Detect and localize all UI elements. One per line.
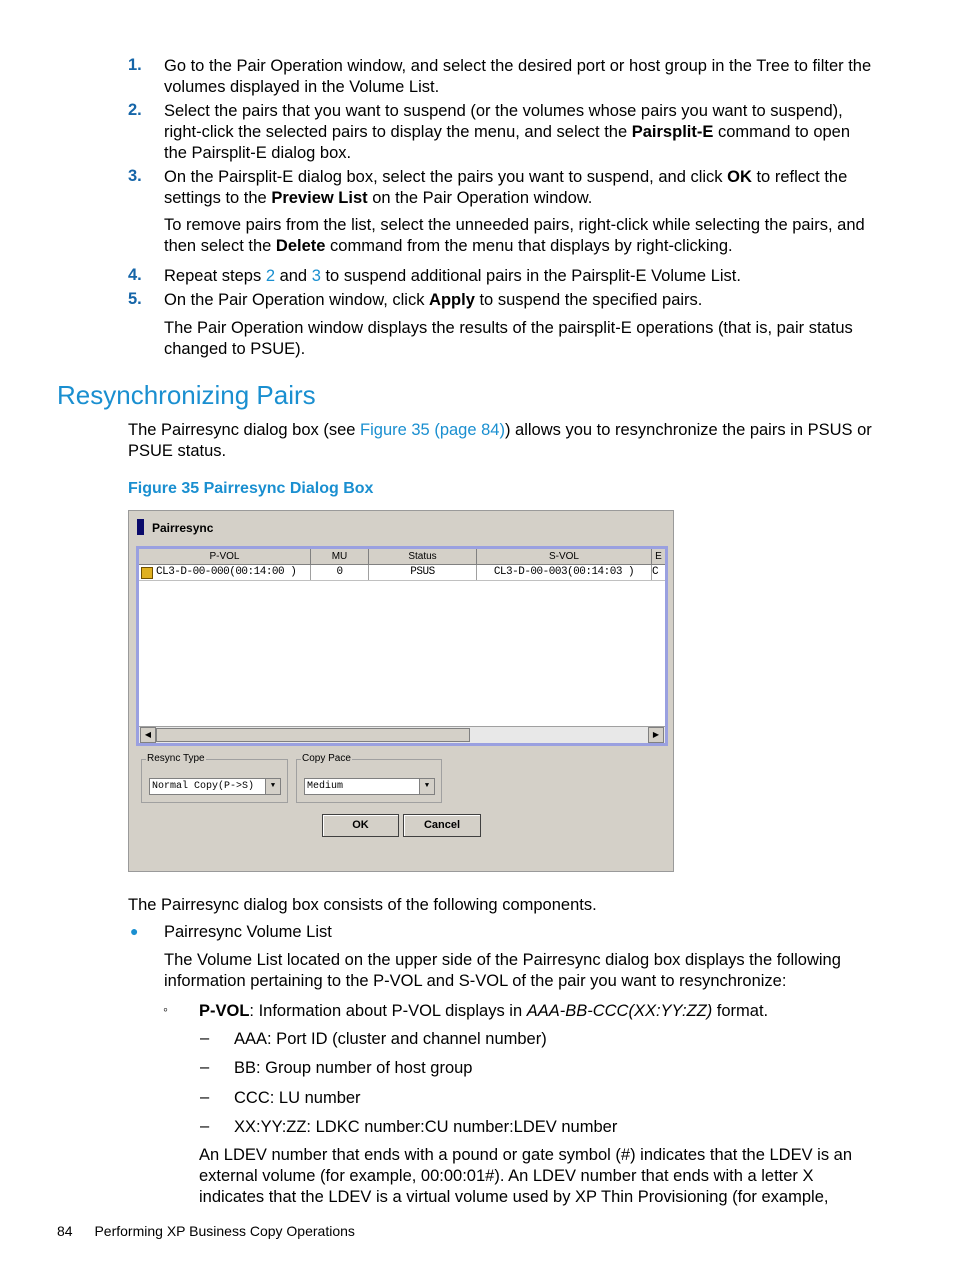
- scroll-left-icon[interactable]: ◀: [140, 727, 156, 743]
- step-2-text: Select the pairs that you want to suspend (or the volumes whose pairs you want to suspend), right-click the selected pairs to display the menu, and select the Pairsplit-E command to open the Pairsplit-E dialog box.: [164, 102, 851, 162]
- components-intro: The Pairresync dialog box consists of the following components.: [128, 896, 597, 914]
- step-3-note: To remove pairs from the list, select the unneeded pairs, right-click while selecting the pairs, and then select the Delete command from the menu that displays by right-clicking.: [164, 216, 865, 255]
- figure-link[interactable]: Figure 35 (page 84): [360, 421, 505, 439]
- step-5-note: The Pair Operation window displays the results of the pairsplit-E operations (that is, pair status changed to PSUE).: [164, 319, 853, 358]
- dash-icon: –: [200, 1029, 210, 1047]
- footer-title: Performing XP Business Copy Operations: [94, 1223, 355, 1239]
- scroll-right-icon[interactable]: ▶: [648, 727, 664, 743]
- title-bar-icon: [137, 519, 144, 535]
- dash-icon: –: [200, 1117, 210, 1135]
- step-number: 1.: [128, 56, 142, 74]
- step-number: 5.: [128, 290, 142, 308]
- volume-list-table[interactable]: [136, 546, 668, 746]
- volume-list-description: The Volume List located on the upper side of the Pairresync dialog box displays the following information pertaining to the P-VOL and S-VOL of the pair you want to resynchronize:: [164, 951, 841, 990]
- mu-cell: 0: [311, 565, 369, 580]
- table-header: [139, 549, 665, 565]
- page-number: 84: [57, 1223, 73, 1239]
- dash-icon: –: [200, 1058, 210, 1076]
- resync-type-label: Resync Type: [147, 753, 205, 764]
- pvol-description: P-VOL: Information about P-VOL displays in AAA-BB-CCC(XX:YY:ZZ) format.: [199, 1002, 769, 1020]
- ldev-note: An LDEV number that ends with a pound or gate symbol (#) indicates that the LDEV is an external volume (for example, 00:00:01#). An LDEV number that ends with a letter X indicates that the LDEV is a virtual volume used by XP Thin Provisioning (for example,: [199, 1146, 853, 1206]
- svol-cell: CL3-D-00-003(00:14:03 ): [477, 565, 652, 580]
- chevron-down-icon[interactable]: ▼: [265, 779, 280, 794]
- step-number: 3.: [128, 167, 142, 185]
- bullet-icon: ●: [130, 923, 139, 939]
- step-5-text: On the Pair Operation window, click Apply to suspend the specified pairs.: [164, 291, 703, 309]
- page-footer: [57, 1223, 355, 1239]
- command-name: Pairsplit-E: [631, 123, 714, 141]
- step-3-text: On the Pairsplit-E dialog box, select the pairs you want to suspend, and click OK to reflect the settings to the Preview List on the Pair Operation window.: [164, 168, 848, 207]
- column-header-status[interactable]: Status: [369, 549, 477, 564]
- pair-icon: [141, 567, 153, 579]
- copy-pace-group: [296, 753, 442, 803]
- ok-button[interactable]: OK: [322, 814, 399, 837]
- cancel-button[interactable]: Cancel: [403, 814, 481, 837]
- circle-bullet-icon: ◦: [163, 1001, 168, 1017]
- dash-item: XX:YY:ZZ: LDKC number:CU number:LDEV number: [234, 1118, 618, 1136]
- step-link-3[interactable]: 3: [311, 267, 321, 285]
- resync-type-select[interactable]: Normal Copy(P->S) ▼: [149, 778, 281, 795]
- figure-caption: Figure 35 Pairresync Dialog Box: [128, 480, 374, 497]
- pairresync-dialog: Pairresync P-VOL MU Status S-VOL E CL3-D-00-000(00:14:00 ) 0 PSUS CL3-D-00-003(00:14:03 ) C ◀ ▶ Resync Type Normal Copy(P->S) ▼ Copy Pace Medium ▼ OK Cancel: [128, 510, 674, 872]
- bullet-item: Pairresync Volume List: [164, 923, 332, 941]
- dash-item: CCC: LU number: [234, 1089, 361, 1107]
- pvol-cell: CL3-D-00-000(00:14:00 ): [156, 566, 297, 578]
- status-cell: PSUS: [369, 565, 477, 580]
- column-header-svol[interactable]: S-VOL: [477, 549, 652, 564]
- e-cell: C: [652, 566, 659, 578]
- horizontal-scrollbar[interactable]: [139, 726, 665, 743]
- column-header-e[interactable]: E: [655, 551, 662, 562]
- resync-type-group: [141, 753, 288, 803]
- column-header-pvol[interactable]: P-VOL: [139, 549, 311, 564]
- step-number: 4.: [128, 266, 142, 284]
- copy-pace-label: Copy Pace: [302, 753, 351, 764]
- column-header-mu[interactable]: MU: [311, 549, 369, 564]
- step-4-text: Repeat steps 2 and 3 to suspend additional pairs in the Pairsplit-E Volume List.: [164, 267, 741, 285]
- dash-icon: –: [200, 1088, 210, 1106]
- step-1-text: Go to the Pair Operation window, and select the desired port or host group in the Tree to filter the volumes displayed in the Volume List.: [164, 57, 872, 96]
- dash-item: AAA: Port ID (cluster and channel number): [234, 1030, 547, 1048]
- scroll-thumb[interactable]: [156, 728, 470, 742]
- copy-pace-select[interactable]: Medium ▼: [304, 778, 435, 795]
- intro-paragraph: The Pairresync dialog box (see Figure 35 (page 84)) allows you to resynchronize the pairs in PSUS or PSUE status.: [128, 421, 872, 460]
- chevron-down-icon[interactable]: ▼: [419, 779, 434, 794]
- step-number: 2.: [128, 101, 142, 119]
- row-divider: [139, 580, 665, 581]
- step-link-2[interactable]: 2: [265, 267, 275, 285]
- section-heading: Resynchronizing Pairs: [57, 380, 316, 410]
- dash-item: BB: Group number of host group: [234, 1059, 473, 1077]
